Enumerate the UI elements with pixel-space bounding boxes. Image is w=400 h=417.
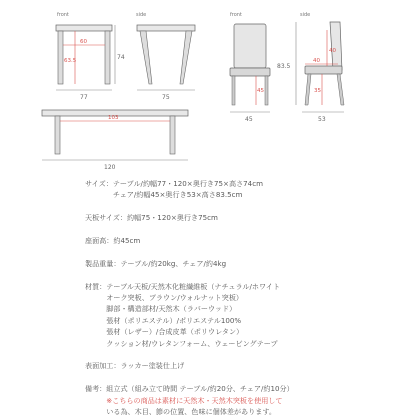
spec-seat-height-value: 約45cm bbox=[113, 236, 141, 245]
spec-top-size-label: 天板サイズ： bbox=[85, 213, 127, 223]
table-inner-width-dim: 60 bbox=[80, 39, 87, 45]
spec-notes-label: 備考： bbox=[85, 384, 107, 394]
table-side-width-dim: 75 bbox=[162, 94, 170, 101]
spec-notes-assembly: 組立式（組み立て時間 テーブル/約20分、チェア/約10分） bbox=[106, 384, 294, 394]
spec-top-size-value: 約幅75・120×奥行き75cm bbox=[127, 213, 218, 223]
spec-list bbox=[85, 178, 395, 417]
spec-material bbox=[85, 281, 395, 349]
spec-material-line: テーブル天板/天然木化粧繊維板（ナチュラル/ホワイト bbox=[106, 281, 281, 291]
spec-size bbox=[85, 178, 395, 201]
spec-notes-caution: ※こちらの商品は素材に天然木・天然木突板を使用して bbox=[106, 395, 283, 405]
spec-material-line: オーク突板、ブラウン/ウォルナット突板） bbox=[106, 293, 244, 302]
spec-material-line: 張材（ポリエステル）/ポリエステル100% bbox=[106, 315, 242, 325]
table-inner-height-dim: 63.5 bbox=[64, 58, 77, 64]
spec-material-line: 脚部・構造部材/天然木（ラバーウッド） bbox=[106, 304, 237, 314]
chair-side-seat-height-dim: 35 bbox=[314, 88, 321, 94]
spec-finish-value: ラッカー塗装仕上げ bbox=[120, 361, 185, 371]
table-front-view bbox=[56, 12, 125, 101]
spec-weight-value: テーブル/約20kg、チェア/約4kg bbox=[120, 258, 227, 268]
chair-height-dim: 83.5 bbox=[277, 63, 291, 70]
spec-finish bbox=[85, 360, 395, 371]
spec-notes-caution: いる為、木目、節の位置、色味に個体差があります。 bbox=[106, 407, 276, 417]
spec-weight bbox=[85, 258, 395, 269]
spec-seat-height bbox=[85, 235, 395, 246]
table-extended-inner-dim: 103 bbox=[108, 115, 119, 121]
chair-seat-height-dim: 45 bbox=[257, 88, 264, 94]
spec-material-line: 張材（レザー）/合成皮革（ポリウレタン） bbox=[106, 327, 244, 337]
table-height-dim: 74 bbox=[117, 54, 125, 61]
table-side-view bbox=[136, 12, 195, 101]
chair-seat-depth-dim: 40 bbox=[313, 58, 320, 64]
chair-side-view bbox=[277, 12, 344, 123]
spec-seat-height-label: 座面高： bbox=[85, 236, 114, 245]
spec-notes bbox=[85, 383, 395, 417]
spec-weight-label: 製品重量： bbox=[85, 258, 121, 268]
table-extended-view bbox=[42, 110, 188, 171]
table-front-label: front bbox=[57, 12, 69, 18]
dimension-diagrams bbox=[0, 0, 400, 172]
table-width-dim: 77 bbox=[80, 94, 88, 101]
spec-size-line: チェア/約幅45×奥行き53×高さ83.5cm bbox=[112, 190, 243, 200]
spec-finish-label: 表面加工： bbox=[85, 361, 121, 371]
chair-side-label: side bbox=[300, 12, 311, 18]
spec-material-label: 材質： bbox=[85, 281, 107, 291]
chair-front-view bbox=[230, 12, 270, 123]
table-extended-width-dim: 120 bbox=[104, 164, 116, 171]
chair-front-label: front bbox=[230, 12, 242, 18]
chair-back-height-dim: 40 bbox=[329, 48, 336, 54]
table-side-label: side bbox=[136, 12, 147, 18]
spec-size-label: サイズ： bbox=[85, 179, 113, 188]
chair-width-dim: 45 bbox=[245, 116, 253, 123]
spec-size-line: テーブル/約幅77・120×奥行き75×高さ74cm bbox=[112, 179, 264, 188]
chair-depth-dim: 53 bbox=[318, 116, 326, 123]
spec-top-size bbox=[85, 212, 395, 223]
spec-material-line: クッション材/ウレタンフォーム、ウェービングテープ bbox=[106, 338, 278, 348]
